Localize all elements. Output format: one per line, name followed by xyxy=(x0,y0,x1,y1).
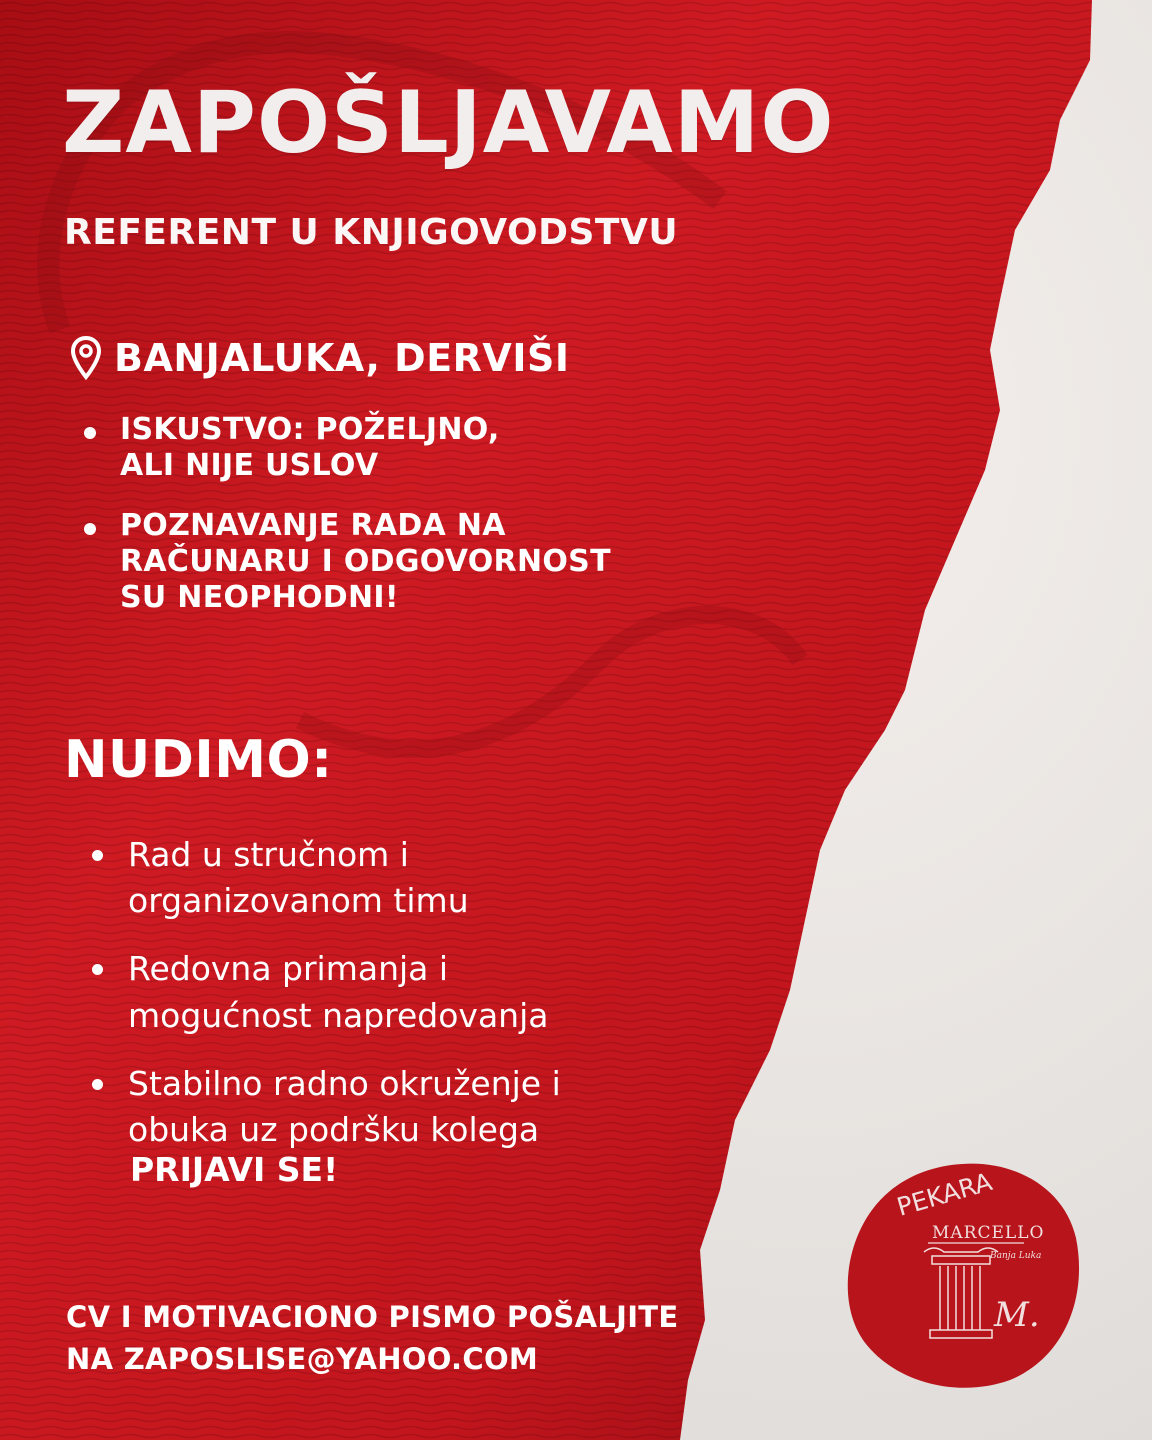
job-position: REFERENT U KNJIGOVODSTVU xyxy=(64,212,679,253)
bullet-icon xyxy=(92,850,103,861)
list-item xyxy=(80,508,700,616)
offer-line: organizovanom timu xyxy=(128,881,469,921)
logo-badge xyxy=(842,1158,1084,1390)
bullet-icon xyxy=(84,427,96,439)
logo-monogram: M. xyxy=(994,1295,1040,1335)
contact-email[interactable]: NA ZAPOSLISE@YAHOO.COM xyxy=(66,1342,539,1377)
requirement-line: POZNAVANJE RADA NA xyxy=(120,508,506,543)
contact-info xyxy=(66,1296,678,1380)
requirement-line: RAČUNARU I ODGOVORNOST xyxy=(120,544,611,579)
bullet-icon xyxy=(92,964,103,975)
requirement-line: SU NEOPHODNI! xyxy=(120,580,399,615)
offer-line: Redovna primanja i xyxy=(128,949,449,989)
logo-name: PEKARA xyxy=(893,1167,996,1222)
logo-city: Banja Luka xyxy=(990,1251,1042,1261)
company-logo xyxy=(842,1158,1084,1390)
bullet-icon xyxy=(84,523,96,535)
logo-brand: MARCELLO xyxy=(932,1223,1045,1243)
list-item xyxy=(90,946,710,1038)
offer-list xyxy=(90,832,710,1175)
offer-line: Rad u stručnom i xyxy=(128,835,409,874)
list-item xyxy=(90,832,710,924)
offer-line: mogućnost napredovanja xyxy=(128,995,549,1035)
list-item xyxy=(90,1061,710,1153)
apply-callout: PRIJAVI SE! xyxy=(130,1150,339,1189)
location xyxy=(70,336,569,380)
contact-line: CV I MOTIVACIONO PISMO POŠALJITE xyxy=(66,1300,679,1334)
bullet-icon xyxy=(92,1079,103,1090)
poster-title: ZAPOŠLJAVAMO xyxy=(62,73,835,173)
list-item xyxy=(80,412,700,484)
offer-line: obuka uz podršku kolega xyxy=(128,1109,540,1149)
requirement-line: ALI NIJE USLOV xyxy=(120,448,379,483)
location-text: BANJALUKA, DERVIŠI xyxy=(114,336,570,380)
offer-line: Stabilno radno okruženje i xyxy=(128,1063,561,1103)
map-pin-icon xyxy=(70,336,102,380)
requirement-line: ISKUSTVO: POŽELJNO, xyxy=(120,412,500,447)
requirements-list xyxy=(80,412,700,640)
offer-heading: NUDIMO: xyxy=(64,730,333,790)
